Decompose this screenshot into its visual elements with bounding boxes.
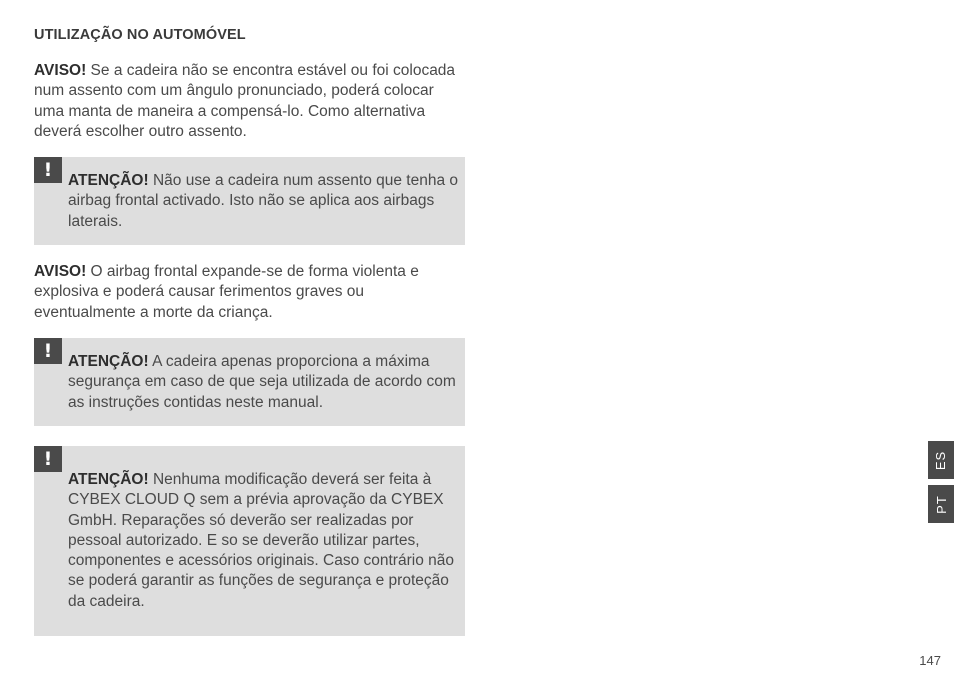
caution-label: ATENÇÃO! xyxy=(68,172,149,189)
warning-label: AVISO! xyxy=(34,263,87,280)
exclamation-icon: ! xyxy=(34,446,62,472)
caution-body: Não use a cadeira num assento que tenha o airbag frontal activado. Isto não se aplica aos airbags laterais. xyxy=(68,172,459,230)
caution-box-3 xyxy=(34,446,465,636)
exclamation-icon: ! xyxy=(34,338,62,364)
warning-text: Se a cadeira não se encontra estável ou foi colocada num assento com um ângulo pronunciado, poderá colocar uma manta de maneira a compensá-lo. Como alternativa deverá escolher outro assento. xyxy=(34,62,456,140)
caution-label: ATENÇÃO! xyxy=(68,471,149,488)
page-number: 147 xyxy=(919,653,941,668)
caution-label: ATENÇÃO! xyxy=(68,353,149,370)
language-tab-es[interactable] xyxy=(928,441,954,479)
section-heading: UTILIZAÇÃO NO AUTOMÓVEL xyxy=(34,27,246,43)
language-tab-label: PT xyxy=(933,494,949,514)
caution-box-2 xyxy=(34,338,465,426)
warning-label: AVISO! xyxy=(34,62,87,79)
language-tab-label: ES xyxy=(933,450,949,470)
warning-paragraph-1 xyxy=(34,61,464,142)
warning-paragraph-2 xyxy=(34,262,464,323)
language-tab-pt[interactable] xyxy=(928,485,954,523)
caution-body: Nenhuma modificação deverá ser feita à CYBEX CLOUD Q sem a prévia aprovação da CYBEX GmbH. Reparações só deverão ser realizadas por pessoal autorizado. E so se deverão utilizar partes, componentes e acessórios originais. Caso contrário não se poderá garantir as funções de segurança e proteção da cadeira. xyxy=(68,471,454,610)
exclamation-icon: ! xyxy=(34,157,62,183)
caution-text-1 xyxy=(68,171,468,232)
caution-box-1 xyxy=(34,157,465,245)
caution-text-3 xyxy=(68,470,456,612)
caution-body: A cadeira apenas proporciona a máxima segurança em caso de que seja utilizada de acordo com as instruções contidas neste manual. xyxy=(68,353,456,411)
warning-text: O airbag frontal expande-se de forma violenta e explosiva e poderá causar ferimentos graves ou eventualmente a morte da criança. xyxy=(34,263,419,321)
caution-text-2 xyxy=(68,352,464,413)
